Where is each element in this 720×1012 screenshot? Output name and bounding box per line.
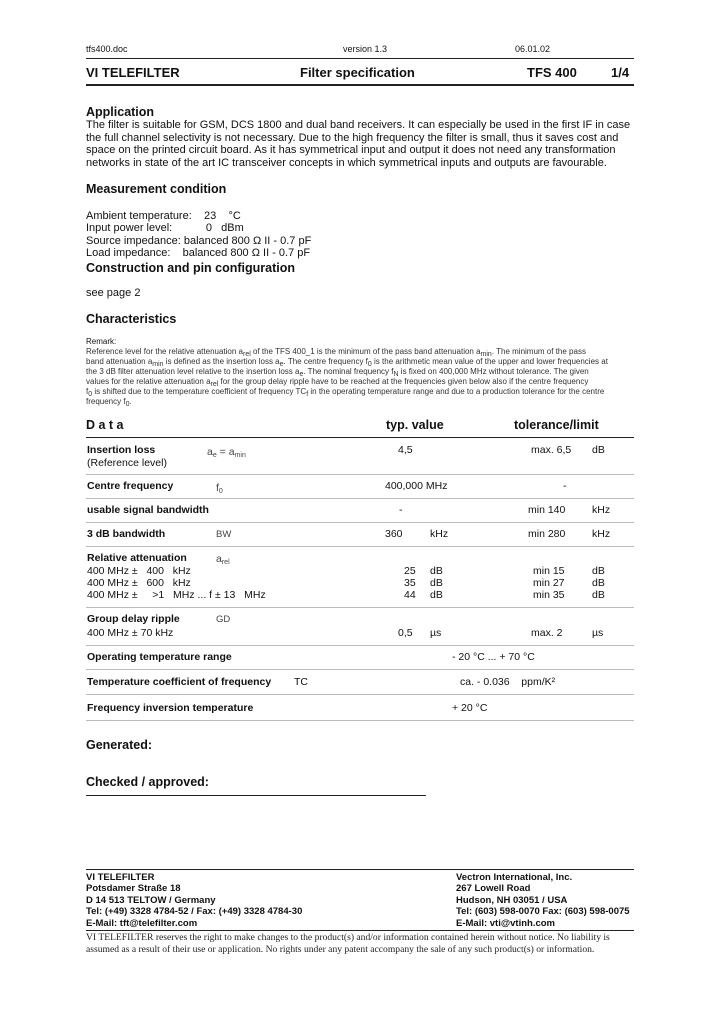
remark-sub: f bbox=[306, 391, 309, 398]
remark-seg: in the operating temperature range and due to a production tolerance for the centre bbox=[308, 387, 605, 396]
page-number: 1/4 bbox=[611, 65, 630, 80]
group-delay-typ: 0,5 bbox=[398, 627, 413, 639]
insertion-loss-label: Insertion loss bbox=[87, 444, 156, 456]
inversion-temperature-label: Frequency inversion temperature bbox=[87, 702, 254, 714]
footer-right-line: Hudson, NH 03051 / USA bbox=[456, 894, 568, 906]
relative-attenuation-symbol bbox=[216, 553, 230, 565]
table-col-typ: typ. value bbox=[386, 418, 444, 432]
group-delay-tol: max. 2 bbox=[531, 627, 563, 639]
remark-sub: 0 bbox=[367, 361, 372, 368]
remark-seg: the 3 dB filter attenuation level relative to the insertion loss a bbox=[86, 367, 300, 376]
table-header-rule bbox=[86, 437, 634, 438]
remark-seg: for the group delay ripple have to be reached at the frequencies given below also if the centre frequency bbox=[218, 377, 589, 386]
file-name: tfs400.doc bbox=[86, 44, 128, 54]
row-rule bbox=[86, 522, 634, 523]
relatt-typ: 25 bbox=[404, 565, 416, 577]
construction-text: see page 2 bbox=[86, 287, 141, 299]
remark-label: Remark: bbox=[86, 337, 117, 346]
relatt-range: 400 MHz ± >1 MHz ... f ± 13 MHz bbox=[87, 589, 266, 601]
document-title: Filter specification bbox=[300, 65, 415, 80]
row-rule bbox=[86, 607, 634, 608]
characteristics-heading: Characteristics bbox=[86, 312, 177, 326]
remark-sub: min bbox=[152, 361, 164, 368]
footer-left-line: D 14 513 TELTOW / Germany bbox=[86, 894, 216, 906]
disclaimer-line: assumed as a result of their use or application. No rights under any patent accompany the sale of any such product(s) or information. bbox=[86, 944, 595, 955]
footer-bottom-rule bbox=[86, 930, 634, 931]
symbol-sub: 0 bbox=[218, 488, 223, 495]
usable-bandwidth-unit: kHz bbox=[592, 504, 611, 516]
bandwidth-3db-label: 3 dB bandwidth bbox=[87, 528, 166, 540]
centre-frequency-symbol bbox=[216, 482, 223, 494]
group-delay-symbol: GD bbox=[216, 614, 231, 625]
measurement-heading: Measurement condition bbox=[86, 182, 227, 196]
remark-sub: min bbox=[480, 351, 492, 358]
symbol-sub: min bbox=[234, 452, 246, 459]
insertion-loss-typ: 4,5 bbox=[398, 444, 413, 456]
row-rule bbox=[86, 498, 634, 499]
bandwidth-3db-typ-unit: kHz bbox=[430, 528, 449, 540]
top-rule bbox=[86, 58, 634, 59]
construction-heading: Construction and pin configuration bbox=[86, 261, 296, 275]
operating-temperature-value: - 20 °C ... + 70 °C bbox=[452, 651, 535, 663]
group-delay-typ-unit: µs bbox=[430, 627, 442, 639]
remark-sub: e bbox=[279, 361, 284, 368]
group-delay-label: Group delay ripple bbox=[87, 613, 180, 625]
row-rule bbox=[86, 546, 634, 547]
insertion-loss-unit: dB bbox=[592, 444, 605, 456]
insertion-loss-tol: max. 6,5 bbox=[531, 444, 572, 456]
footer-right-line: Tel: (603) 598-0070 Fax: (603) 598-0075 bbox=[456, 906, 630, 918]
company-name: VI TELEFILTER bbox=[86, 65, 180, 80]
remark-seg: band attenuation a bbox=[86, 357, 153, 366]
remark-seg: of the TFS 400_1 is the minimum of the pass band attenuation a bbox=[250, 347, 481, 356]
bandwidth-3db-symbol: BW bbox=[216, 529, 232, 540]
symbol-part: = a bbox=[216, 446, 235, 458]
symbol-part: a bbox=[207, 446, 213, 458]
remark-seg: . bbox=[129, 397, 132, 406]
relatt-typ: 35 bbox=[404, 577, 416, 589]
application-text: The filter is suitable for GSM, DCS 1800 and dual band receivers. It can especially be used in the first IF in case the full channel selectivity is not necessary. Due to the high frequency the filter is small, thus it saves cost and space on the printed circuit board. As it has symmetrical input and output it does not need any transformation networks in state of the art IC transceiver concepts in which symmetrical inputs and outputs are favourable. bbox=[86, 119, 631, 169]
remark-seg: Reference level for the relative attenuation a bbox=[86, 347, 243, 356]
relatt-unit: dB bbox=[592, 565, 605, 577]
remark-sub: rel bbox=[210, 381, 219, 388]
group-delay-sub: 400 MHz ± 70 kHz bbox=[87, 627, 174, 639]
row-rule bbox=[86, 474, 634, 475]
footer-left-line: VI TELEFILTER bbox=[86, 872, 155, 883]
inversion-temperature-value: + 20 °C bbox=[452, 702, 488, 714]
application-heading: Application bbox=[86, 105, 155, 119]
bandwidth-3db-unit: kHz bbox=[592, 528, 611, 540]
symbol-part: f bbox=[216, 482, 219, 494]
relatt-unit: dB bbox=[592, 589, 605, 601]
measurement-line: Input power level: 0 dBm bbox=[86, 222, 244, 235]
insertion-loss-sub: (Reference level) bbox=[87, 457, 167, 469]
relatt-typ: 44 bbox=[404, 589, 416, 601]
relatt-range: 400 MHz ± 400 kHz bbox=[87, 565, 191, 577]
footer-left-line: E-Mail: tft@telefilter.com bbox=[86, 917, 198, 929]
symbol-sub: e bbox=[212, 452, 217, 459]
centre-frequency-label: Centre frequency bbox=[87, 480, 174, 492]
measurement-line: Source impedance: balanced 800 Ω II - 0.7 pF bbox=[86, 234, 312, 247]
table-col-tol: tolerance/limit bbox=[514, 418, 599, 432]
remark-sub: 0 bbox=[88, 391, 93, 398]
remark-text bbox=[86, 347, 638, 407]
header-rule bbox=[86, 84, 634, 86]
remark-seg: . The nominal frequency f bbox=[303, 367, 394, 376]
document-version: version 1.3 bbox=[343, 44, 388, 54]
relative-attenuation-label: Relative attenuation bbox=[87, 552, 187, 564]
temperature-coefficient-value: ca. - 0.036 ppm/K² bbox=[460, 676, 556, 688]
remark-sub: 0 bbox=[125, 401, 130, 408]
row-rule bbox=[86, 645, 634, 646]
measurement-line: Load impedance: balanced 800 Ω II - 0.7 pF bbox=[86, 247, 311, 260]
remark-seg: is shifted due to the temperature coefficient of frequency TC bbox=[92, 387, 307, 396]
relatt-typ-unit: dB bbox=[430, 577, 443, 589]
checked-label: Checked / approved: bbox=[86, 775, 209, 789]
bandwidth-3db-tol: min 280 bbox=[528, 528, 566, 540]
footer-left-line: Potsdamer Straße 18 bbox=[86, 883, 181, 895]
temperature-coefficient-label: Temperature coefficient of frequency bbox=[87, 676, 272, 688]
remark-sub: e bbox=[299, 371, 304, 378]
bandwidth-3db-typ: 360 bbox=[385, 528, 403, 540]
relatt-tol: min 15 bbox=[533, 565, 565, 577]
symbol-part: a bbox=[216, 553, 222, 565]
centre-frequency-typ: 400,000 MHz bbox=[385, 480, 448, 492]
row-rule bbox=[86, 669, 634, 670]
usable-bandwidth-tol: min 140 bbox=[528, 504, 566, 516]
relatt-typ-unit: dB bbox=[430, 565, 443, 577]
generated-label: Generated: bbox=[86, 738, 152, 752]
relatt-range: 400 MHz ± 600 kHz bbox=[87, 577, 191, 589]
insertion-loss-symbol bbox=[207, 446, 246, 458]
table-col-data: D a t a bbox=[86, 418, 124, 432]
disclaimer-line: VI TELEFILTER reserves the right to make changes to the product(s) and/or information contained herein without notice. No liability is bbox=[86, 932, 610, 943]
row-rule bbox=[86, 694, 634, 695]
remark-seg: . The centre frequency f bbox=[283, 357, 368, 366]
footer-right-line: E-Mail: vti@vtinh.com bbox=[456, 917, 555, 929]
remark-sub: rel bbox=[242, 351, 251, 358]
remark-seg: . The minimum of the pass bbox=[491, 347, 586, 356]
document-date: 06.01.02 bbox=[515, 44, 551, 54]
relatt-unit: dB bbox=[592, 577, 605, 589]
footer-disclaimer bbox=[86, 932, 610, 956]
remark-sub: N bbox=[393, 371, 399, 378]
temperature-coefficient-symbol: TC bbox=[294, 676, 308, 688]
remark-seg: is fixed on 400,000 MHz without tolerance. The given bbox=[398, 367, 589, 376]
operating-temperature-label: Operating temperature range bbox=[87, 651, 232, 663]
remark-seg: f bbox=[86, 387, 89, 396]
footer-rule bbox=[86, 869, 634, 870]
relatt-tol: min 35 bbox=[533, 589, 565, 601]
remark-seg: is the arithmetic mean value of the upper and lower frequencies at bbox=[371, 357, 608, 366]
remark-seg: frequency f bbox=[86, 397, 126, 406]
footer-right-line: 267 Lowell Road bbox=[456, 883, 531, 895]
relatt-typ-unit: dB bbox=[430, 589, 443, 601]
remark-seg: is defined as the insertion loss a bbox=[163, 357, 280, 366]
usable-bandwidth-label: usable signal bandwidth bbox=[87, 504, 209, 516]
part-number: TFS 400 bbox=[527, 65, 577, 80]
symbol-sub: rel bbox=[221, 559, 230, 566]
group-delay-unit: µs bbox=[592, 627, 604, 639]
footer-right-line: Vectron International, Inc. bbox=[456, 872, 573, 883]
centre-frequency-tol: - bbox=[563, 480, 567, 492]
usable-bandwidth-typ: - bbox=[399, 504, 403, 516]
measurement-line: Ambient temperature: 23 °C bbox=[86, 209, 241, 222]
footer-left bbox=[86, 872, 302, 929]
footer-right bbox=[456, 872, 630, 929]
signature-line bbox=[86, 795, 426, 796]
footer-left-line: Tel: (+49) 3328 4784-52 / Fax: (+49) 3328 4784-30 bbox=[86, 906, 303, 918]
row-rule bbox=[86, 720, 634, 721]
relatt-tol: min 27 bbox=[533, 577, 565, 589]
remark-seg: values for the relative attenuation a bbox=[86, 377, 211, 386]
